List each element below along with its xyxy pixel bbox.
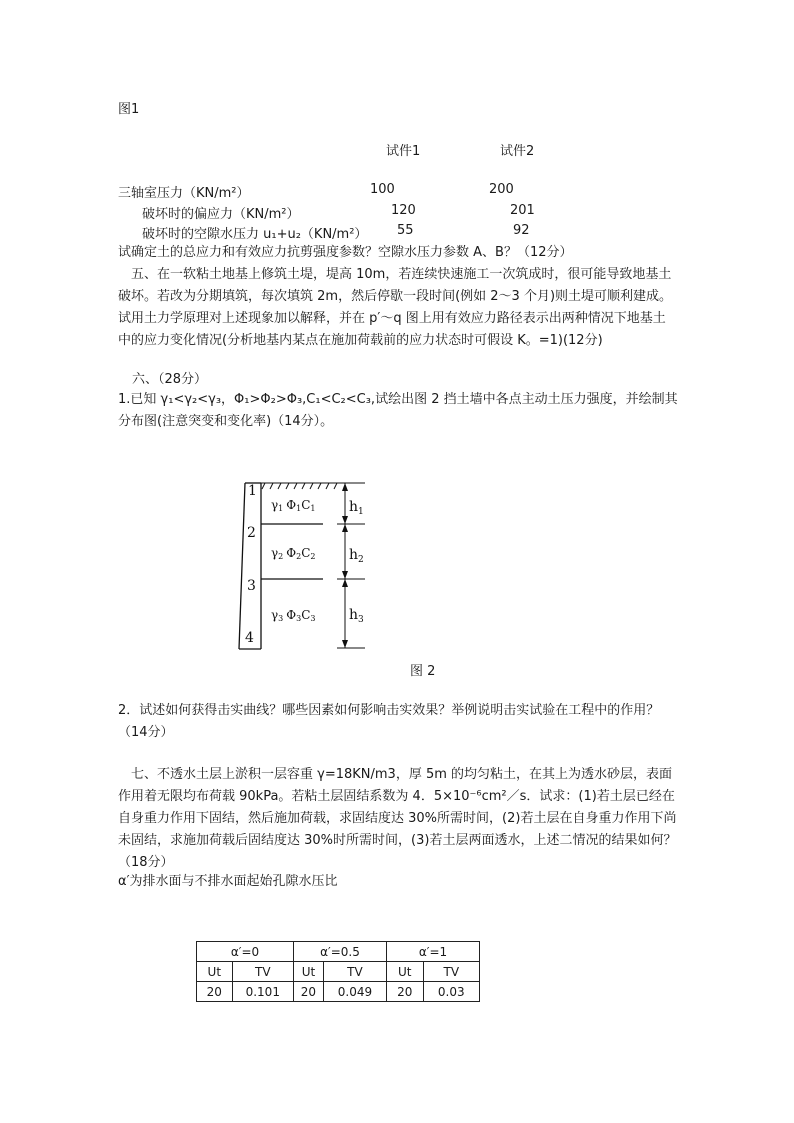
specimen-1-header: 试件1 bbox=[386, 144, 421, 159]
row-deviator-label: 破坏时的偏应力（KN/m²） bbox=[142, 207, 300, 222]
q7-question-text: 七、不透水土层上淤积一层容重 γ=18KN/m3，厚 5m 的均匀粘土，在其上为透水砂层，表面作用着无限均布荷载 90kPa。若粘土层固结系数为 4．5×10⁻⁶cm²／s．试求：(1)若土层已经在自身重力作用下固结，然后施加荷载，求固结度达 30%所需时间，(2)若土层在自身重力作用下尚未固结，求施加荷载后固结度达 30%时所需时间，(3)若土层两面透水，上述二情况的结果如何？（18分） bbox=[118, 767, 677, 870]
row-deviator-v2: 201 bbox=[510, 203, 535, 218]
wall-outline bbox=[239, 483, 261, 649]
row-deviator-v1: 120 bbox=[391, 203, 416, 218]
specimen-2-header: 试件2 bbox=[500, 144, 535, 159]
h1-label: $h_1$ bbox=[349, 499, 364, 517]
table-sub-ut: Ut bbox=[294, 962, 324, 982]
h3-label: $h_3$ bbox=[349, 607, 364, 625]
table-sub-ut: Ut bbox=[387, 962, 424, 982]
table-cell: 20 bbox=[387, 982, 424, 1002]
table-cell: 0.049 bbox=[323, 982, 386, 1002]
row-confining-label: 三轴室压力（KN/m²） bbox=[118, 186, 250, 201]
row-confining-v1: 100 bbox=[370, 182, 395, 197]
layer-1-params: γ1 Φ1C1 bbox=[271, 498, 316, 513]
figure-1-label: 图1 bbox=[118, 102, 140, 117]
row-porewater-v2: 92 bbox=[513, 223, 530, 238]
table-row bbox=[197, 982, 480, 1002]
consolidation-table bbox=[196, 941, 480, 1002]
table-cell: 0.101 bbox=[232, 982, 293, 1002]
point-4-label: 4 bbox=[245, 630, 254, 646]
row-confining-v2: 200 bbox=[489, 182, 514, 197]
table-header-row bbox=[197, 942, 480, 962]
ground-surface-hatch bbox=[261, 483, 339, 489]
q5-question-text: 五、在一软粘土地基上修筑土堤，堤高 10m，若连续快速施工一次筑成时，很可能导致地基土破坏。若改为分期填筑，每次填筑 2m，然后停歇一段时间(例如 2～3 个月)则土堤可顺利建成。试用土力学原理对上述现象加以解释，并在 p′～q 图上用有效应力路径表示出两种情况下地基土中的应力变化情况(分析地基内某点在施加荷载前的应力状态时可假设 K。=1)(12分) bbox=[118, 267, 673, 348]
layer-2-params: γ2 Φ2C2 bbox=[271, 546, 316, 561]
h2-label: $h_2$ bbox=[349, 547, 364, 565]
table-cell: 20 bbox=[294, 982, 324, 1002]
table-cell: 20 bbox=[197, 982, 233, 1002]
layer-3-params: γ3 Φ3C3 bbox=[271, 608, 316, 623]
q4-question-text: 试确定土的总应力和有效应力抗剪强度参数？空隙水压力参数 A、B？（12分） bbox=[118, 245, 573, 260]
q6-heading: 六、（28分） bbox=[132, 372, 208, 387]
table-sub-tv: TV bbox=[323, 962, 386, 982]
q6-part1-text: 1.已知 γ₁<γ₂<γ₃，Φ₁>Φ₂>Φ₃,C₁<C₂<C₃,试绘出图 2 挡土墙中各点主动土压力强度，并绘制其分布图(注意突变和变化率)（14分）。 bbox=[118, 392, 678, 429]
table-sub-tv: TV bbox=[423, 962, 479, 982]
figure-2-caption: 图 2 bbox=[410, 664, 436, 679]
table-cell: 0.03 bbox=[423, 982, 479, 1002]
row-porewater-v1: 55 bbox=[397, 223, 414, 238]
table-sub-ut: Ut bbox=[197, 962, 233, 982]
q6-part2-text: 2．试述如何获得击实曲线？哪些因素如何影响击实效果？举例说明击实试验在工程中的作用？（14分） bbox=[118, 703, 660, 740]
alpha-note: α′为排水面与不排水面起始孔隙水压比 bbox=[118, 874, 338, 889]
point-1-label: 1 bbox=[248, 483, 257, 499]
table-header-alpha-0: α′=0 bbox=[197, 942, 294, 962]
table-header-alpha-1: α′=1 bbox=[387, 942, 480, 962]
table-header-alpha-05: α′=0.5 bbox=[294, 942, 387, 962]
row-porewater-label: 破坏时的空隙水压力 u₁+u₂（KN/m²） bbox=[142, 227, 368, 242]
point-3-label: 3 bbox=[247, 578, 256, 594]
retaining-wall-figure bbox=[215, 475, 375, 655]
point-2-label: 2 bbox=[247, 525, 256, 541]
table-sub-tv: TV bbox=[232, 962, 293, 982]
table-subheader-row bbox=[197, 962, 480, 982]
